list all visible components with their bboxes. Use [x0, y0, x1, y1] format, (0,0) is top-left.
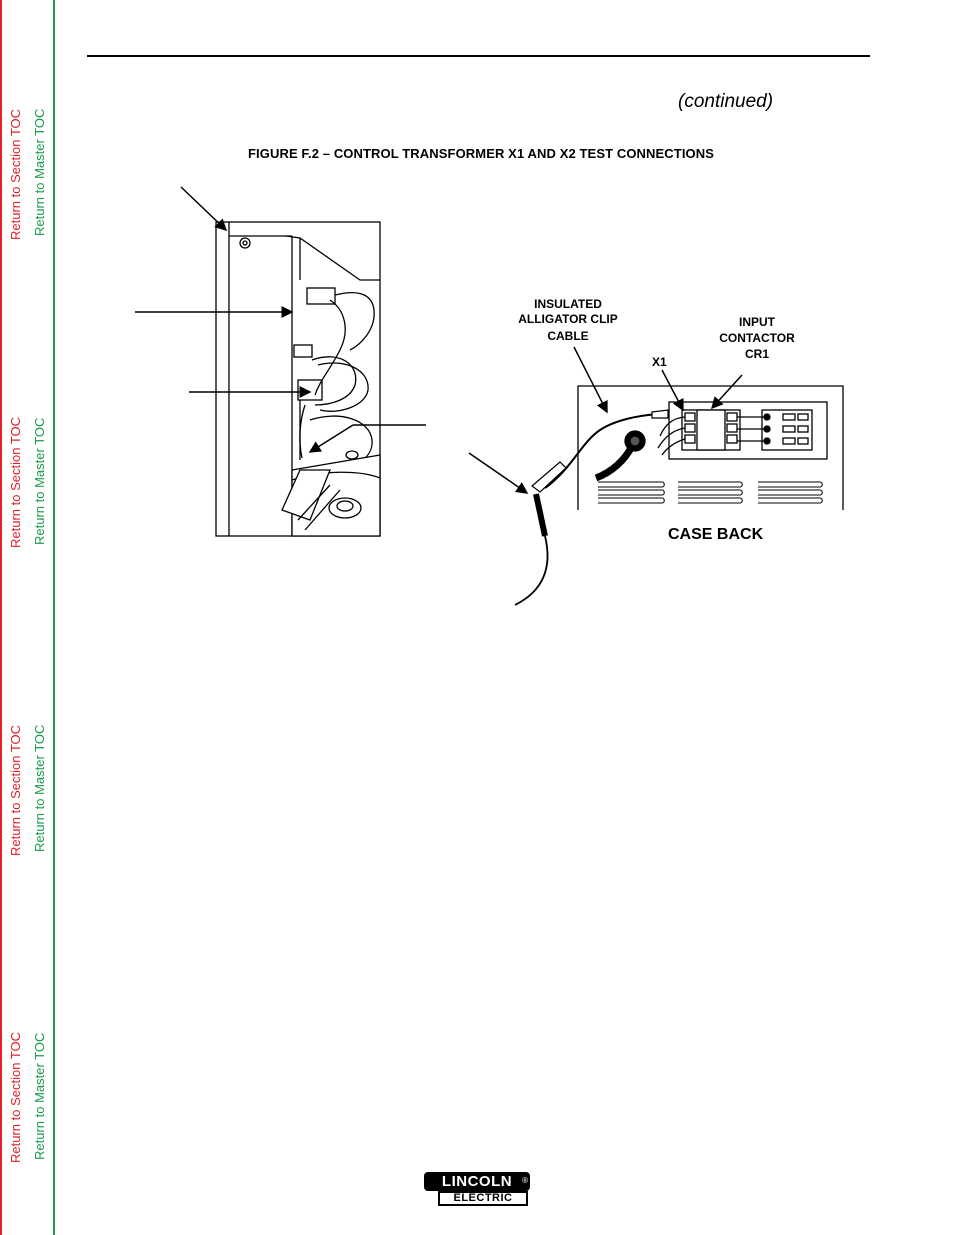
return-to-master-toc-link[interactable]: Return to Master TOC: [32, 417, 47, 545]
cable-label-line1: INSULATED: [534, 297, 602, 311]
logo-electric: ELECTRIC: [438, 1191, 528, 1206]
return-to-section-toc-link[interactable]: Return to Section TOC: [8, 108, 23, 240]
logo-registered-mark: ®: [522, 1176, 528, 1185]
return-to-master-toc-link[interactable]: Return to Master TOC: [32, 108, 47, 236]
cable-label-line2: ALLIGATOR CLIP: [518, 312, 618, 326]
contactor-label-line1: INPUT: [739, 315, 775, 329]
logo-lincoln: LINCOLN: [424, 1172, 530, 1191]
return-to-master-toc-link[interactable]: Return to Master TOC: [32, 1032, 47, 1160]
return-to-master-toc-link[interactable]: Return to Master TOC: [32, 724, 47, 852]
leader-arrows-left: [135, 187, 426, 452]
contactor-label-line2: CONTACTOR: [719, 331, 795, 345]
cable-label-line3: CABLE: [547, 329, 589, 343]
case-back-drawing: [578, 386, 843, 510]
return-to-section-toc-link[interactable]: Return to Section TOC: [8, 1031, 23, 1163]
x1-label: X1: [652, 355, 667, 369]
return-to-section-toc-link[interactable]: Return to Section TOC: [8, 724, 23, 856]
case-back-label: CASE BACK: [668, 526, 764, 543]
lincoln-electric-logo: [424, 1172, 530, 1208]
figure-title: FIGURE F.2 – CONTROL TRANSFORMER X1 AND X2 TEST CONNECTIONS: [248, 146, 714, 161]
continued-label: (continued): [678, 91, 774, 112]
machine-interior-drawing: [216, 222, 380, 536]
contactor-label-line3: CR1: [744, 347, 770, 361]
return-to-section-toc-link[interactable]: Return to Section TOC: [8, 416, 23, 548]
